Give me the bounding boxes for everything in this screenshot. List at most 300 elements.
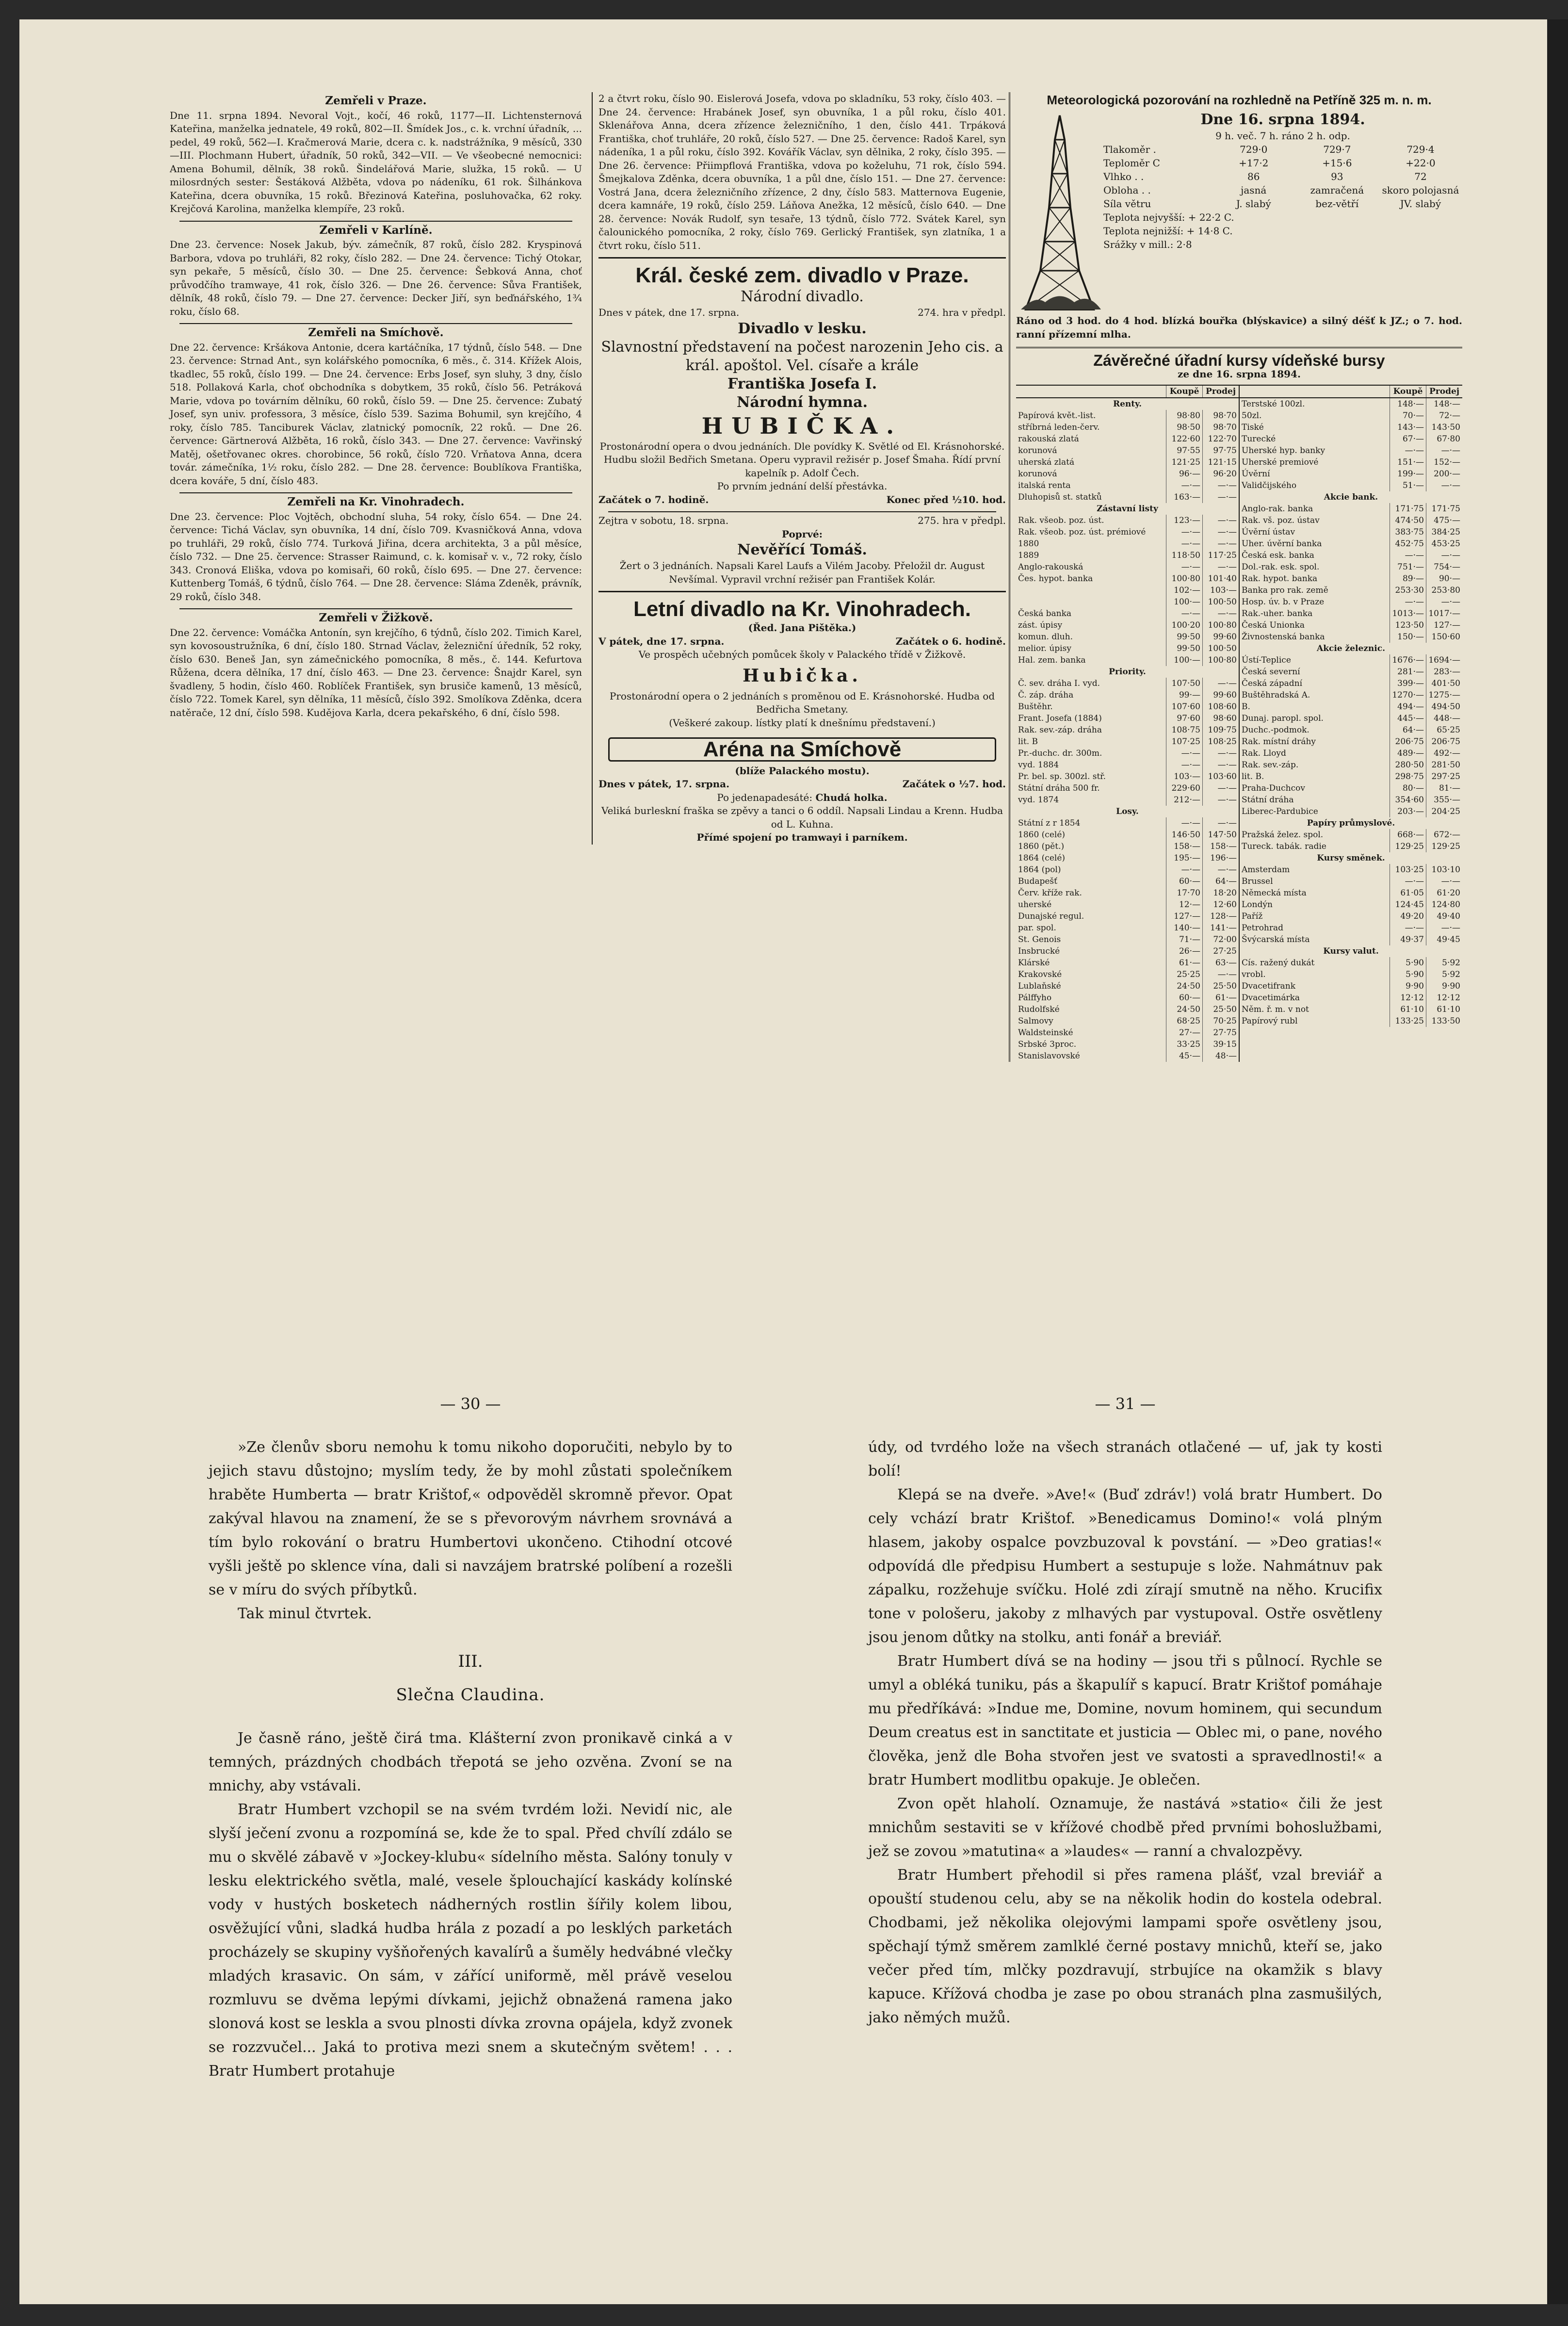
meteo-min: Teplota nejnižší: + 14·8 C. <box>1103 225 1233 237</box>
buy-price: 99·50 <box>1166 643 1202 654</box>
bourse-row <box>1240 876 1462 887</box>
bourse-row <box>1016 911 1239 922</box>
security-name: Rak. hypot. banka <box>1242 574 1318 584</box>
sell-price: 99·60 <box>1202 689 1239 701</box>
bourse-row <box>1016 596 1239 608</box>
sell-price: 281·50 <box>1426 759 1462 771</box>
security-name: Krakovské <box>1018 970 1062 979</box>
buy-price: 146·50 <box>1166 829 1202 841</box>
buy-price: 171·75 <box>1390 503 1426 515</box>
buy-price: 148·— <box>1390 398 1426 410</box>
sell-price: 49·45 <box>1426 934 1462 945</box>
bourse-table-right <box>1240 386 1462 1062</box>
buy-price: 123·— <box>1166 515 1202 526</box>
sell-price: 158·— <box>1202 841 1239 852</box>
security-name: Liberec-Pardubice <box>1242 807 1318 816</box>
obituary-continuation: 2 a čtvrt roku, číslo 90. Eislerová Josefa, vdova po skladníku, 53 roky, číslo 403. — Dne 24. července: Hrabánek Josef, syn obuvníka, 1 a půl roku, číslo 401. Sklenářova Anna, dcera zřízence železničního, 1 den, číslo 441. Trpáková Františka, choť truhláře, 20 roků, číslo 527. — Dne 25. července: Radoš Karel, syn nádeníka, 1 a půl roku, číslo 392. Kovářík Václav, syn dělnika, 2 roky, číslo 395. — Dne 26. července: Přiimpflová Františka, vdova po koželuhu, 71 rok, číslo 594. Šmejkalova Zděnka, dcera obuvníka, 1 a půl dne, číslo 151. — Dne 27. července: Vostrá Jana, dcera železničního zřízence, 2 dny, číslo 583. Matternova Eugenie, dcera kamnáře, 19 roků, číslo 259. Láňova Anežka, 12 měsíců, číslo 640. — Dne 28. července: Novák Rudolf, syn tesaře, 13 týdnů, číslo 772. Svátek Karel, syn čalounického pomocníka, 2 roky, číslo 769. Gerlický František, syn zlatníka, 1 a čtvrt roku, číslo 511. <box>598 93 1006 251</box>
bourse-row <box>1016 899 1239 911</box>
buy-price: 97·60 <box>1166 713 1202 724</box>
buy-price: 253·30 <box>1390 585 1426 596</box>
security-name: Hal. zem. banka <box>1018 655 1086 665</box>
buy-price: 24·50 <box>1166 980 1202 992</box>
security-name: Duchc.-podmok. <box>1242 725 1309 735</box>
security-name: Dunajské regul. <box>1018 911 1084 921</box>
security-name: Srbské 3proc. <box>1018 1040 1077 1049</box>
sell-price: 206·75 <box>1426 736 1462 748</box>
sell-price: 1017·— <box>1426 608 1462 619</box>
section-heading: Zemřeli v Žižkově. <box>319 611 433 624</box>
bourse-row <box>1016 829 1239 841</box>
section-body: Dne 23. července: Nosek Jakub, býv. zámečník, 87 roků, číslo 282. Kryspinová Barbora, vdova po truhláři, 82 roky, číslo 282. — Dne 24. července: Tichý Otokar, syn pekaře, 5 měsíců, číslo 30. — Dne 25. července: Šebková Anna, choť průvodčího tramwaye, 41 rok, číslo 326. — Dne 26. července: Sůva František, dělník, 48 roků, číslo 79. — Dne 27. července: Decker Jiří, syn beďnářského, 1¾ roku, číslo 68. <box>170 239 582 317</box>
theatre-subheading: (blíže Palackého mostu). <box>735 764 870 777</box>
buy-price: 751·— <box>1390 561 1426 573</box>
buy-price: 383·75 <box>1390 526 1426 538</box>
buy-price: 100·— <box>1166 654 1202 666</box>
meteo-rain: Srážky v mill.: 2·8 <box>1103 239 1192 250</box>
meteo-row: Obloha . . jasná zamračená skoro polojasná <box>1103 184 1459 196</box>
sell-price: —·— <box>1202 480 1239 491</box>
security-name: Rak. všeob. poz. úst. prémiové <box>1018 527 1146 537</box>
security-name: Dvacetifrank <box>1242 981 1296 991</box>
bourse-table-left <box>1016 386 1240 1062</box>
buy-price: 71·— <box>1166 934 1202 945</box>
security-name: Č. sev. dráha I. vyd. <box>1018 679 1100 688</box>
buy-price: 99·— <box>1166 689 1202 701</box>
bourse-row <box>1016 678 1239 689</box>
bourse-row <box>1016 550 1239 561</box>
bourse-row <box>1240 748 1462 759</box>
newspaper-sheet <box>170 82 1462 1305</box>
bourse-row <box>1016 480 1239 491</box>
sell-price: 100·80 <box>1202 654 1239 666</box>
performance-line: Dnes v pátek, 17. srpna. Začátek o ½7. hod. <box>598 778 1006 790</box>
divider <box>1016 347 1462 348</box>
bourse-row <box>1240 422 1462 433</box>
buy-price: 474·50 <box>1390 515 1426 526</box>
buy-price: 195·— <box>1166 852 1202 864</box>
sell-price: 127·— <box>1426 619 1462 631</box>
bourse-row <box>1240 957 1462 969</box>
buy-price: 399·— <box>1390 678 1426 689</box>
bourse-row <box>1240 969 1462 980</box>
bourse-row <box>1016 724 1239 736</box>
buy-price: —·— <box>1390 876 1426 887</box>
sell-price: 72·00 <box>1202 934 1239 945</box>
sell-price: 129·25 <box>1426 841 1462 852</box>
buy-price: 107·60 <box>1166 701 1202 713</box>
section-heading: Zemřeli na Smíchově. <box>308 326 444 339</box>
buy-price: 668·— <box>1390 829 1426 841</box>
sell-price: —·— <box>1202 608 1239 619</box>
buy-price: 489·— <box>1390 748 1426 759</box>
security-name: Turecké <box>1242 434 1276 444</box>
sell-price: 108·25 <box>1202 736 1239 748</box>
bourse-row <box>1016 515 1239 526</box>
bourse-row <box>1016 410 1239 422</box>
buy-price: 61·10 <box>1390 1004 1426 1015</box>
security-name: Uherské hyp. banky <box>1242 446 1326 455</box>
transport-note: Přímé spojení po tramwayi i parníkem. <box>696 831 908 843</box>
bourse-row <box>1016 876 1239 887</box>
interval-note: Po prvním jednání delší přestávka. <box>717 480 888 492</box>
meteo-max: Teplota nejvyšší: + 22·2 C. <box>1103 211 1234 223</box>
meteo-note: Ráno od 3 hod. do 4 hod. blízká bouřka (blýskavice) a silný déšť k JZ.; o 7. hod. ranní přízemní mlha. <box>1016 315 1462 340</box>
security-name: Čes. hypot. banka <box>1018 574 1093 584</box>
buy-price: 25·25 <box>1166 969 1202 980</box>
sell-price: 25·50 <box>1202 980 1239 992</box>
security-name: Salmovy <box>1018 1016 1053 1026</box>
sell-price: 98·70 <box>1202 410 1239 422</box>
obituary-column <box>170 92 582 719</box>
benefit-note: Ve prospěch učebných pomůcek školy v Palackého třídě v Žižkově. <box>638 649 966 660</box>
bourse-section-heading: Priority. <box>1109 667 1146 677</box>
bourse-header: Koupě Prodej <box>1240 386 1462 398</box>
opera-description: Prostonárodní opera o dvou jednáních. Dle povídky K. Světlé od El. Krásnohorské. Hudbu složil Bedřich Smetana. Operu vypravil režisér p. Josef Šmaha. Řídí první kapelník p. Adolf Čech. <box>599 440 1005 479</box>
bourse-row <box>1016 887 1239 899</box>
sell-price: 98·60 <box>1202 713 1239 724</box>
bourse-row <box>1240 759 1462 771</box>
buy-price: 203·— <box>1390 806 1426 817</box>
paragraph: Bratr Humbert vzchopil se na svém tvrdém loži. Nevidí nic, ale slyší ječení zvonu a rozpomíná se, kde že to spal. Před chvílí zdálo se mu o skvělé zábavě v »Jockey-klubu« sídelního města. Salóny tonuly v lesku elektrického světla, malé, vesele šplouchající kaskády kolínské vody v hustých bosketech nádherných rostlin šířily kolem libou, osvěžující vůni, sladká hudba hrála z pozadí a po lesklých parketách procházely se skupiny vyšňořených kavalírů a šuměly hedvábné vlečky mladých krasavic. On sám, v zářící uniformě, měl právě veselou rozmluvu se dvěma lepými dívkami, jejichž obnažená ramena jako slonová kost se leskla a svou plnosti dívka zrovna opájela, když zvonek se rozzvučel... Jaká to protiva mezi snem a skutečným světem! . . . Bratr Humbert protahuje <box>209 1801 732 2080</box>
sell-price: —·— <box>1202 748 1239 759</box>
buy-price: 1270·— <box>1390 689 1426 701</box>
security-name: Londýn <box>1242 900 1273 910</box>
sell-price: 90·— <box>1426 573 1462 585</box>
sell-price: 204·25 <box>1426 806 1462 817</box>
buy-price: —·— <box>1166 526 1202 538</box>
play-description: Žert o 3 jednáních. Napsali Karel Laufs a Vilém Jacoby. Přeložil dr. August Nevšímal. Vypravil vrchní režisér pan František Kolár. <box>619 560 985 585</box>
buy-price: 67·— <box>1390 433 1426 445</box>
sell-price: —·— <box>1202 491 1239 503</box>
security-name: Pálffyho <box>1018 993 1052 1003</box>
security-name: Ústí-Teplice <box>1242 655 1291 665</box>
buy-price: —·— <box>1390 550 1426 561</box>
security-name: Petrohrad <box>1242 923 1284 933</box>
security-name: Uher. úvěrní banka <box>1242 539 1322 549</box>
book-page-left <box>209 1392 732 2083</box>
buy-price: 158·— <box>1166 841 1202 852</box>
buy-price: 212·— <box>1166 794 1202 806</box>
play-description: Veliká burleskní fraška se zpěvy a tanci o 6 oddíl. Napsali Lindau a Krenn. Hudba od L. Kuhna. <box>601 805 1003 830</box>
security-name: rakouská zlatá <box>1018 434 1079 444</box>
bourse-row <box>1240 561 1462 573</box>
bourse-row <box>1240 934 1462 945</box>
buy-price: 206·75 <box>1390 736 1426 748</box>
buy-price: 17·70 <box>1166 887 1202 899</box>
sell-price: 253·80 <box>1426 585 1462 596</box>
section-body: Dne 11. srpna 1894. Nevoral Vojt., kočí, 46 roků, 1177—II. Lichtensternová Kateřina, manželka jednatele, 49 roků, 802—II. Šmídek Jos., c. k. vrchní úřadník, ... pedel, 49 roků, 562—I. Kračmerová Marie, dcera c. k. nadstrážníka, 9 měsíců, 330—III. Plochmann Hubert, úřadník, 50 roků, 342—VII. — Ve všeobecné nemocnici: Amena Bohumil, dělník, 38 roků. Šindelářová Marie, služka, 15 roků. — U milosrdných sester: Šestáková Alžběta, vdova po nádeníku, 61 rok. Šilhánkova Kateřina, dcera obuvníka, 15 roků. Březinová Kateřina, posluhovačka, 62 roky. Krejčová Karolina, manželka klempíře, 23 roků. <box>170 109 582 214</box>
bourse-row <box>1016 561 1239 573</box>
security-name: Rak. vš. poz. ústav <box>1242 516 1320 525</box>
security-name: Pr. bel. sp. 300zl. stř. <box>1018 772 1106 781</box>
security-name: Dunaj. paropl. spol. <box>1242 714 1324 723</box>
sell-price: 150·60 <box>1426 631 1462 643</box>
bourse-row <box>1240 841 1462 852</box>
divider <box>179 608 572 609</box>
play-title: Divadlo v lesku. <box>738 320 867 337</box>
sell-price: 103·— <box>1202 585 1239 596</box>
security-name: 1889 <box>1018 551 1039 560</box>
bourse-row <box>1240 689 1462 701</box>
buy-price: 70·— <box>1390 410 1426 422</box>
theatre-subheading: (Řed. Jana Pištěka.) <box>748 622 857 634</box>
bourse-row <box>1240 899 1462 911</box>
divider <box>179 221 572 222</box>
security-name: Waldsteinské <box>1018 1028 1073 1038</box>
sell-price: 754·— <box>1426 561 1462 573</box>
buy-price: —·— <box>1166 864 1202 876</box>
theatre-heading: Letní divadlo na Kr. Vinohradech. <box>598 591 1006 621</box>
meteo-row: Vlhko . . 86 93 72 <box>1103 171 1427 182</box>
bourse-row <box>1240 654 1462 666</box>
buy-price: 452·75 <box>1390 538 1426 550</box>
opera-title: Hubička. <box>743 665 862 686</box>
buy-price: 281·— <box>1390 666 1426 678</box>
security-name: Rak.-uher. banka <box>1242 609 1313 618</box>
bourse-row <box>1016 1015 1239 1027</box>
security-name: lit. B <box>1018 737 1038 747</box>
paragraph: Je časně ráno, ještě čirá tma. Klášterní zvon pronikavě cinká a v temných, prázdných chodbách třepotá se jeho ozvěna. Zvoní se na mnichy, aby vstávali. <box>209 1730 732 1794</box>
section-heading: Zemřeli v Praze. <box>325 94 427 107</box>
sell-price: 103·10 <box>1426 864 1462 876</box>
meteo-table <box>1103 111 1462 314</box>
sell-price: —·— <box>1202 561 1239 573</box>
bourse-header: Koupě Prodej <box>1016 386 1239 398</box>
performance-line: V pátek, dne 17. srpna. Začátek o 6. hodině. <box>598 635 1006 647</box>
sell-price: —·— <box>1202 526 1239 538</box>
bourse-row <box>1240 631 1462 643</box>
bourse-row <box>1240 724 1462 736</box>
sell-price: 1694·— <box>1426 654 1462 666</box>
bourse-row <box>1240 526 1462 538</box>
security-name: 1880 <box>1018 539 1039 549</box>
security-name: Rak. sev.-záp. <box>1242 760 1299 770</box>
bourse-row <box>1240 887 1462 899</box>
buy-price: 51·— <box>1390 480 1426 491</box>
security-name: Č. záp. dráha <box>1018 690 1074 700</box>
security-name: Česká západní <box>1242 679 1303 688</box>
security-name: Pr.-duchc. dr. 300m. <box>1018 748 1102 758</box>
meteo-times: 9 h. več. 7 h. ráno 2 h. odp. <box>1215 130 1350 142</box>
sell-price: —·— <box>1202 538 1239 550</box>
security-name: Státní dráha <box>1242 795 1294 805</box>
paragraph: Bratr Humbert dívá se na hodiny — jsou tři s půlnocí. Rychle se umyl a obléká tuniku, pás a škapulíř s kapucí. Bratr Krištof pomáhaje mu předříkává: »Indue me, Domine, novum hominem, qui secundum Deum creatus est in sanctitate et justicia — Oblec mi, o pane, nového člověka, jenž dle Boha stvořen jest ve svatosti a spravedlnosti!« a bratr Humbert modlitbu opakuje. Je oblečen. <box>868 1653 1382 1789</box>
performance-description: Slavnostní představení na počest narozenin Jeho cis. a král. apoštol. Vel. císaře a krále <box>601 338 1003 374</box>
divider <box>608 511 996 512</box>
sell-price: 453·25 <box>1426 538 1462 550</box>
buy-price: —·— <box>1166 608 1202 619</box>
security-name: par. spol. <box>1018 923 1056 933</box>
buy-price: 26·— <box>1166 945 1202 957</box>
meteo-row: Síla větru J. slabý bez-větří JV. slabý <box>1103 198 1441 210</box>
bourse-row <box>1016 468 1239 480</box>
security-name: Státní z r 1854 <box>1018 818 1081 828</box>
bourse-row <box>1240 980 1462 992</box>
buy-price: —·— <box>1166 561 1202 573</box>
sell-price: 67·80 <box>1426 433 1462 445</box>
security-name: Rak. Lloyd <box>1242 748 1286 758</box>
sell-price: 61·10 <box>1426 1004 1462 1015</box>
buy-price: 298·75 <box>1390 771 1426 782</box>
ticket-note: (Veškeré zakoup. lístky platí k dnešnímu představení.) <box>669 716 936 729</box>
bourse-row <box>1016 945 1239 957</box>
security-name: lit. B. <box>1242 772 1264 781</box>
buy-price: 5·90 <box>1390 969 1426 980</box>
sell-price: 122·70 <box>1202 433 1239 445</box>
sell-price: —·— <box>1426 480 1462 491</box>
buy-price: 98·50 <box>1166 422 1202 433</box>
buy-price: 100·80 <box>1166 573 1202 585</box>
bourse-row <box>1240 608 1462 619</box>
page-edge <box>1547 19 1568 2304</box>
bourse-row <box>1240 480 1462 491</box>
paragraph: Tak minul čtvrtek. <box>238 1605 372 1622</box>
buy-price: 163·— <box>1166 491 1202 503</box>
performance-line: Zejtra v sobotu, 18. srpna. 275. hra v předpl. <box>598 515 1006 526</box>
bourse-section-heading: Kursy valut. <box>1323 946 1379 956</box>
security-name: Rak. sev.-záp. dráha <box>1018 725 1102 735</box>
bourse-row <box>1016 701 1239 713</box>
security-name: Úvěrní <box>1242 469 1270 479</box>
sell-price: 100·50 <box>1202 596 1239 608</box>
security-name: Živnostenská banka <box>1242 632 1325 642</box>
security-name: Něm. ř. m. v not <box>1242 1005 1309 1014</box>
security-name: Buštěhradská A. <box>1242 690 1310 700</box>
sell-price: 133·50 <box>1426 1015 1462 1027</box>
performance-line: Dnes v pátek, dne 17. srpna. 274. hra v předpl. <box>598 307 1006 318</box>
sell-price: 196·— <box>1202 852 1239 864</box>
bourse-row <box>1240 864 1462 876</box>
sell-price: —·— <box>1426 550 1462 561</box>
buy-price: 99·50 <box>1166 631 1202 643</box>
buy-price: 89·— <box>1390 573 1426 585</box>
bourse-row <box>1016 713 1239 724</box>
section-body: Dne 22. července: Kršákova Antonie, dcera kartáčníka, 17 týdnů, číslo 548. — Dne 23. července: Strnad Ant., syn kolářského pomocníka, 6 měs., č. 314. Křížek Alois, tkadlec, 55 roků, číslo 199. — Dne 24. července: Erbs Josef, syn sluhy, 3 dny, číslo 518. Pollaková Karla, choť obchodníka s dobytkem, 35 roků, číslo 56. Petráková Marie, vdova po továrním dělníku, 60 roků, číslo 59. — Dne 25. července: Zubatý Josef, syn univ. professora, 3 měsíce, číslo 539. Sazima Bohumil, syn krejčího, 4 roky, číslo 785. Tanciburek Václav, zlatnický pomocník, 22 roků. — Dne 26. července: Gärtnerová Alžběta, 16 roků, číslo 343. — Dne 27. července: Vavřinský Matěj, ošetřovanec okres. chorobince, 56 roků, číslo 720. Vrňatova Anna, dcera továr. zámečníka, 1½ roku, číslo 282. — Dne 28. července: Boublíkova Františka, dcera kováře, 5 dní, číslo 483. <box>170 341 582 487</box>
sell-price: 475·— <box>1426 515 1462 526</box>
buy-price: 49·37 <box>1390 934 1426 945</box>
premiere-label: Poprvé: <box>781 528 823 540</box>
sell-price: —·— <box>1202 515 1239 526</box>
sell-price: 70·25 <box>1202 1015 1239 1027</box>
bourse-row <box>1240 398 1462 410</box>
bourse-row <box>1016 631 1239 643</box>
security-name: Stanislavovské <box>1018 1051 1080 1061</box>
security-name: vyd. 1874 <box>1018 795 1059 805</box>
security-name: italská renta <box>1018 481 1071 490</box>
bourse-row <box>1240 1015 1462 1027</box>
meteo-row: Teploměr C +17·2 +15·6 +22·0 <box>1103 157 1436 169</box>
security-name: Rudolfské <box>1018 1005 1060 1014</box>
sell-price: —·— <box>1426 596 1462 608</box>
sell-price: 384·25 <box>1426 526 1462 538</box>
bourse-section-heading: Papíry průmyslové. <box>1307 818 1395 828</box>
buy-price: 280·50 <box>1390 759 1426 771</box>
buy-price: 68·25 <box>1166 1015 1202 1027</box>
page-number: — 30 — <box>440 1395 501 1413</box>
bourse-row <box>1016 992 1239 1004</box>
divider <box>179 492 572 493</box>
section-heading: Zemřeli v Karlíně. <box>319 223 433 237</box>
security-name: Rak. všeob. poz. úst. <box>1018 516 1104 525</box>
chapter-title: Slečna Claudina. <box>396 1685 545 1705</box>
bourse-section-heading: Renty. <box>1113 399 1142 409</box>
buy-price: 127·— <box>1166 911 1202 922</box>
sell-price: 672·— <box>1426 829 1462 841</box>
bourse-row <box>1016 759 1239 771</box>
sell-price: 5·92 <box>1426 969 1462 980</box>
bourse-row <box>1016 422 1239 433</box>
security-name: Banka pro rak. země <box>1242 586 1328 595</box>
bourse-row <box>1240 456 1462 468</box>
buy-price: 64·— <box>1390 724 1426 736</box>
sell-price: 63·— <box>1202 957 1239 969</box>
sell-price: 200·— <box>1426 468 1462 480</box>
section-body: Dne 22. července: Vomáčka Antonín, syn krejčího, 6 týdnů, číslo 202. Timich Karel, syn kovosoustružníka, 6 dní, číslo 180. Strnad Václav, železniční úředník, 52 roky, číslo 630. Beneš Jan, syn zámečnického pomocníka, 8 měs., č. 144. Kefurtova Růžena, dcera dělníka, 17 dní, číslo 463. — Dne 23. července: Šnajdr Karel, syn švadleny, 5 hodin, číslo 460. Roblíček František, syn brusiče kamenů, 13 měsíců, číslo 722. Tomek Karel, syn dělníka, 11 měsíců, číslo 392. Smolíkova Zděnka, dcera natěrače, 12 dní, číslo 598. Kudějova Karla, dcera pekařského, 6 dní, číslo 598. <box>170 626 582 718</box>
bourse-row <box>1016 526 1239 538</box>
buy-price: 98·80 <box>1166 410 1202 422</box>
buy-price: —·— <box>1166 817 1202 829</box>
sell-price: —·— <box>1202 969 1239 980</box>
sell-price: 100·50 <box>1202 643 1239 654</box>
security-name: 50zl. <box>1242 411 1262 421</box>
paragraph: Klepá se na dveře. »Ave!« (Buď zdráv!) volá bratr Humbert. Do cely vchází bratr Krištof. »Benedicamus Domino!« volá plným hlasem, jakoby ospalce povzbuzoval k povstání. — »Deo gratias!« odpovídá dle předpisu Humbert a sestupuje s lože. Nahmátnuv pak zápalku, rozžehuje svíčku. Holé zdi zírají smutně na něho. Krucifix tone v pološeru, jakoby z mlhavých par vystupoval. Ostře osvětleny jsou jenom důtky na stolku, anti fonář a breviář. <box>868 1486 1382 1646</box>
bourse-row <box>1240 585 1462 596</box>
security-name: Terstské 100zl. <box>1242 399 1305 409</box>
bourse-row <box>1016 1004 1239 1015</box>
buy-price: 108·75 <box>1166 724 1202 736</box>
bourse-row <box>1240 515 1462 526</box>
weather-bourse-column <box>1009 92 1462 1062</box>
buy-price: 49·20 <box>1390 911 1426 922</box>
sell-price: 48·— <box>1202 1050 1239 1062</box>
security-name: Lublaňské <box>1018 981 1061 991</box>
bourse-row <box>1240 794 1462 806</box>
buy-price: —·— <box>1390 596 1426 608</box>
sell-price: 141·— <box>1202 922 1239 934</box>
bourse-row <box>1016 456 1239 468</box>
bourse-row <box>1016 922 1239 934</box>
sell-price: 12·60 <box>1202 899 1239 911</box>
security-name <box>1016 596 1166 608</box>
security-name: vyd. 1884 <box>1018 760 1059 770</box>
theatre-column <box>592 92 1006 845</box>
security-name: Klárské <box>1018 958 1050 968</box>
opera-title: HUBIČKA. <box>701 412 903 439</box>
bourse-section-heading: Akcie železnic. <box>1317 644 1385 653</box>
time-line: Začátek o 7. hodině. Konec před ½10. hod. <box>598 493 1006 505</box>
bourse-row <box>1240 410 1462 422</box>
security-name: Insbrucké <box>1018 946 1060 956</box>
bourse-row <box>1240 678 1462 689</box>
sell-price: 109·75 <box>1202 724 1239 736</box>
security-name: komun. dluh. <box>1018 632 1073 642</box>
security-name: 1860 (celé) <box>1018 830 1066 840</box>
bourse-row <box>1016 1027 1239 1039</box>
security-name: Česká esk. banka <box>1242 551 1314 560</box>
bourse-section-heading: Zástavní listy <box>1097 504 1158 514</box>
security-name: Uherské premiové <box>1242 457 1319 467</box>
buy-price: 445·— <box>1390 713 1426 724</box>
buy-price: 107·50 <box>1166 678 1202 689</box>
sell-price: 27·75 <box>1202 1027 1239 1039</box>
sell-price: —·— <box>1202 678 1239 689</box>
buy-price: 12·12 <box>1390 992 1426 1004</box>
buy-price: 122·60 <box>1166 433 1202 445</box>
bourse-row <box>1016 689 1239 701</box>
security-name: 1860 (pět.) <box>1018 842 1065 851</box>
sell-price: 99·60 <box>1202 631 1239 643</box>
security-name: Červ. kříže rak. <box>1018 888 1082 898</box>
